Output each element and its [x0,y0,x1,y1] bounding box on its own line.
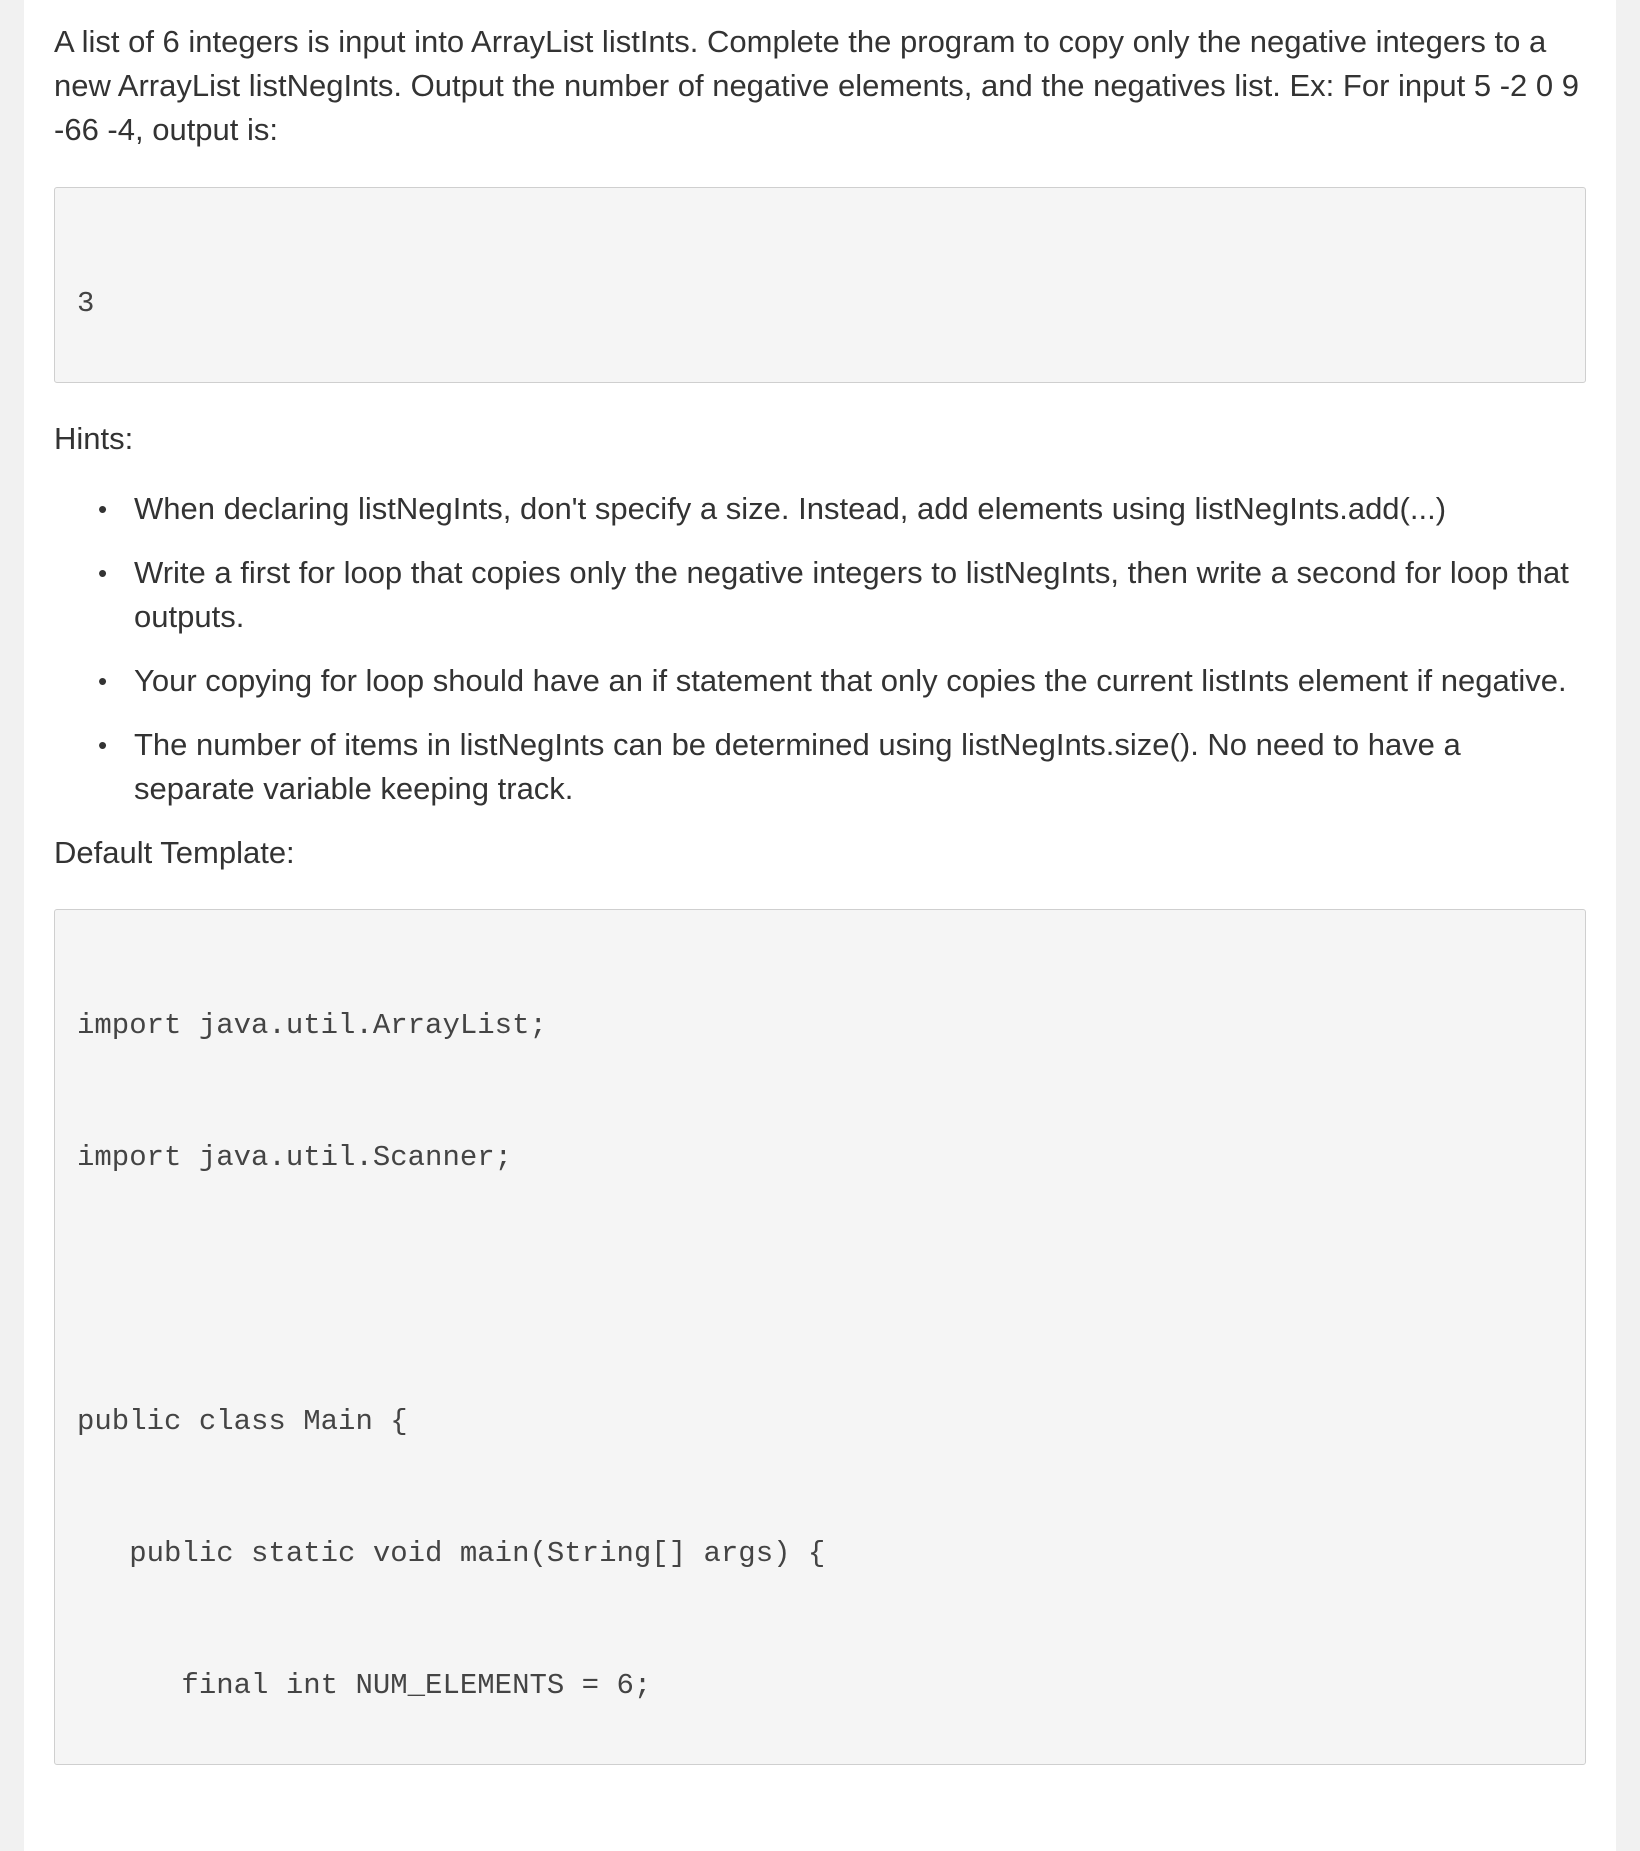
template-heading: Default Template: [54,835,295,870]
output-line: 3 [77,287,95,320]
page [24,0,1616,1851]
hint-text: The number of items in listNegInts can be determined using listNegInts.size(). No need to have a separate variable keeping track. [134,727,1461,806]
code-line [77,1268,1563,1312]
code-line: import java.util.ArrayList; [77,1009,547,1042]
example-output-box [54,187,1586,383]
hint-item [54,723,1586,811]
bullet-icon: • [98,558,108,588]
problem-prompt: A list of 6 integers is input into ArrayList listInts. Complete the program to copy only the negative integers to a new ArrayList listNegInts. Output the number of negative elements, and the negatives list. Ex: For input 5 -2 0 9 -66 -4, output is: [54,24,1579,147]
code-line: final int NUM_ELEMENTS = 6; [77,1669,652,1702]
hint-text: When declaring listNegInts, don't specify a size. Instead, add elements using listNegInts.add(...) [134,491,1447,526]
default-template-code [54,909,1586,1765]
hints-list [54,487,1586,811]
bullet-icon: • [98,494,108,524]
hint-text: Write a first for loop that copies only the negative integers to listNegInts, then write a second for loop that outputs. [134,555,1569,634]
code-line: import java.util.Scanner; [77,1141,513,1174]
bullet-icon: • [98,666,108,696]
hint-item [54,659,1586,703]
hints-heading: Hints: [54,421,134,456]
hint-item [54,487,1586,531]
code-line: public class Main { [77,1405,408,1438]
hint-text: Your copying for loop should have an if statement that only copies the current listInts element if negative. [134,663,1567,698]
code-line: public static void main(String[] args) { [77,1537,826,1570]
bullet-icon: • [98,730,108,760]
hint-item [54,551,1586,639]
problem-content [54,20,1586,1765]
